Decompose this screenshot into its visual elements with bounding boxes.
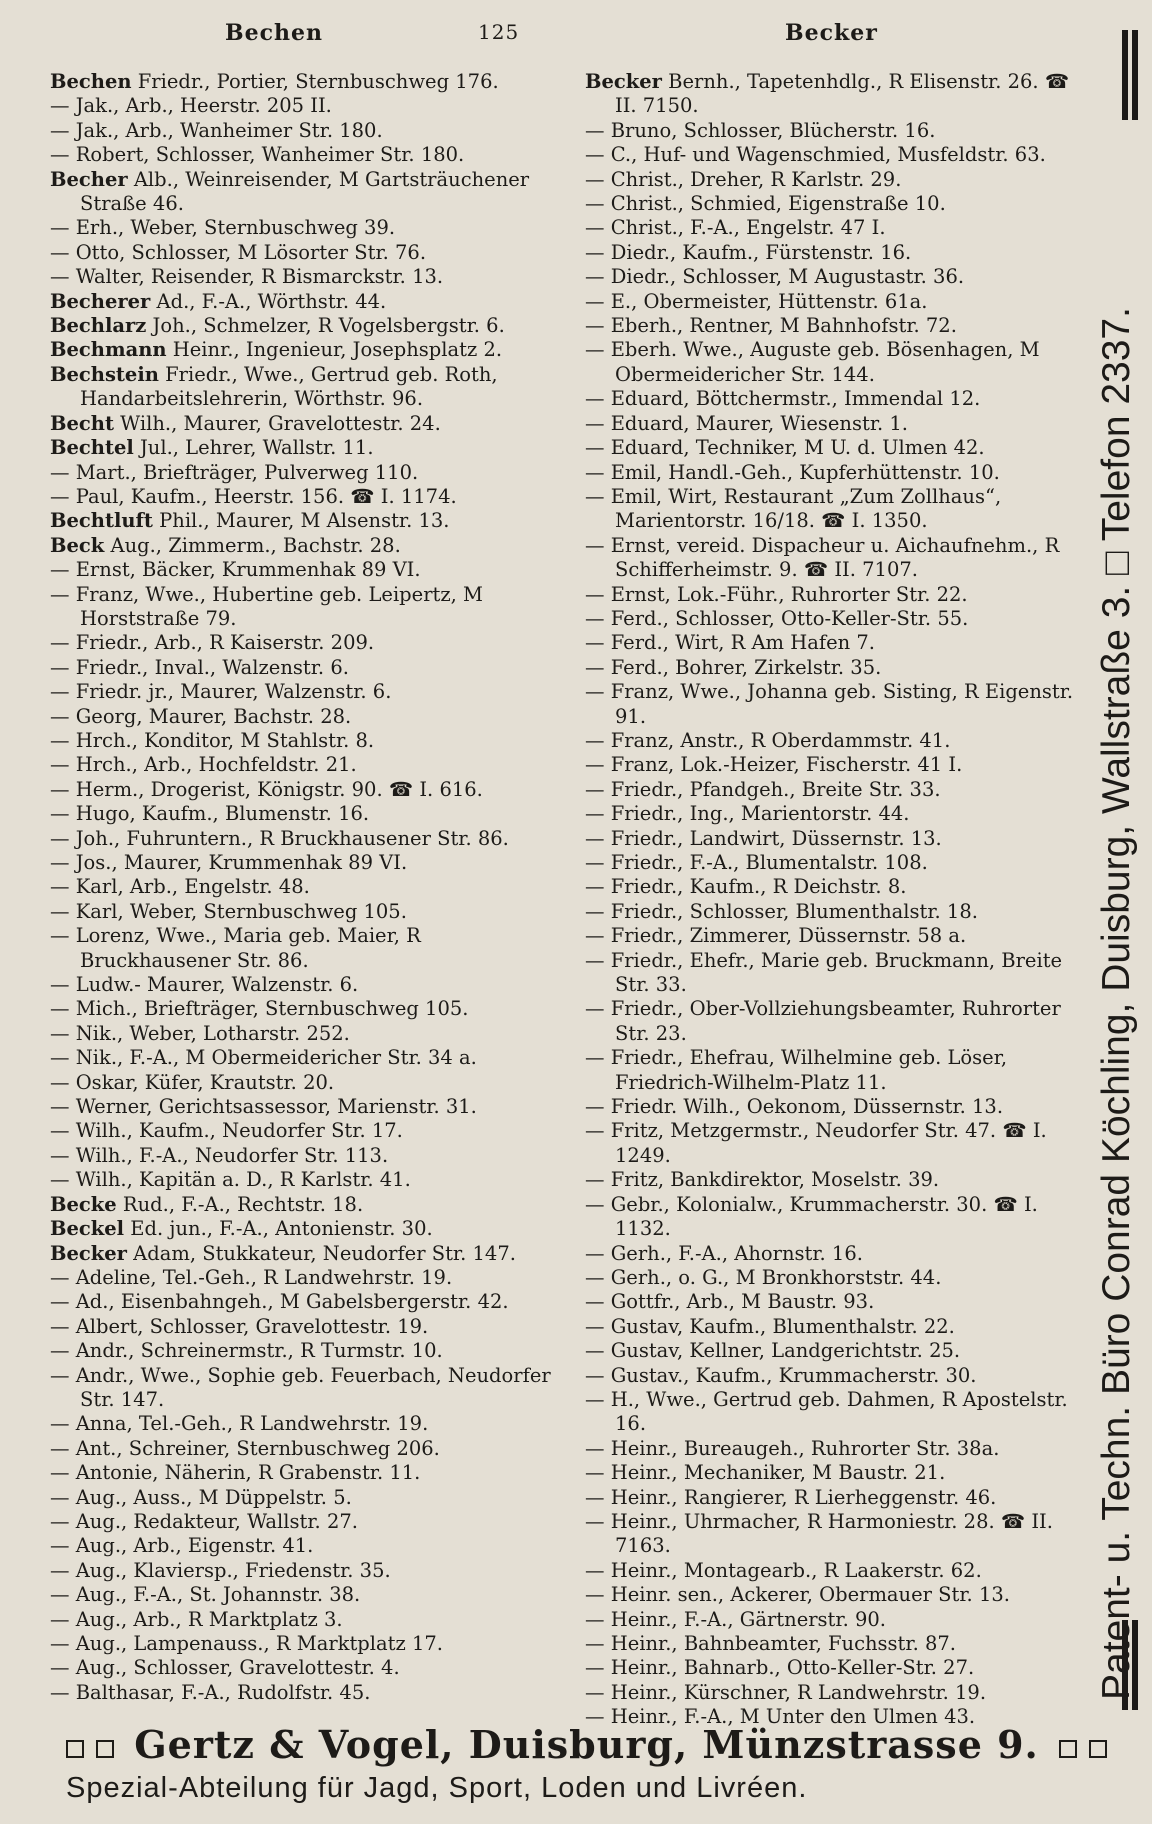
directory-entry: [585, 1315, 1095, 1339]
directory-entry: [585, 997, 1095, 1046]
directory-entry: [50, 1681, 570, 1705]
directory-entry: [50, 802, 570, 826]
directory-entry: [50, 119, 570, 143]
directory-entry: [585, 753, 1095, 777]
entry-details: — Aug., Lampenauss., R Marktplatz 17.: [50, 1632, 443, 1655]
right-running-head: Becker: [785, 20, 878, 46]
entry-details: — Mich., Briefträger, Sternbuschweg 105.: [50, 997, 469, 1021]
directory-entry: [585, 875, 1095, 899]
directory-entry: [50, 168, 570, 217]
entry-details: — Friedr., Ing., Marientorstr. 44.: [585, 802, 910, 826]
entry-details: — Friedr., Kaufm., R Deichstr. 8.: [585, 875, 907, 899]
entry-details: — Aug., Arb., R Marktplatz 3.: [50, 1607, 343, 1631]
entry-details: — Christ., Dreher, R Karlstr. 29.: [585, 167, 902, 191]
directory-entry: [50, 705, 570, 729]
directory-entry: [50, 1119, 570, 1143]
entry-details: — Hrch., Arb., Hochfeldstr. 21.: [50, 753, 357, 777]
directory-entry: [585, 729, 1095, 753]
side-advertisement: Patent- u. Techn. Büro Conrad Köchling, Duisburg, Wallstraße 3. □ Telefon 2337.: [1095, 307, 1138, 1700]
entry-details: — Ad., Eisenbahngeh., M Gabelsbergerstr. 42.: [50, 1290, 509, 1314]
entry-surname: Bechen: [50, 70, 132, 93]
directory-entry: [585, 119, 1095, 143]
entry-details: — Karl, Arb., Engelstr. 48.: [50, 875, 310, 899]
directory-entry: [50, 924, 570, 973]
entry-details: — Andr., Wwe., Sophie geb. Feuerbach, Neudorfer Str. 147.: [50, 1363, 551, 1411]
entry-details: — Eduard, Techniker, M U. d. Ulmen 42.: [585, 436, 985, 460]
entry-details: — Gottfr., Arb., M Baustr. 93.: [585, 1290, 875, 1314]
directory-entry: [50, 1046, 570, 1070]
directory-entry: [585, 778, 1095, 802]
entry-details: — Friedr., Pfandgeh., Breite Str. 33.: [585, 777, 941, 801]
directory-entry: [585, 216, 1095, 240]
directory-entry: [585, 461, 1095, 485]
entry-details: — Franz, Wwe., Johanna geb. Sisting, R Eigenstr. 91.: [585, 680, 1074, 728]
square-ornament-icon: [66, 1740, 84, 1758]
directory-entry: [585, 485, 1095, 534]
entry-details: — Ferd., Wirt, R Am Hafen 7.: [585, 631, 875, 655]
directory-entry: [585, 1266, 1095, 1290]
entry-details: Friedr., Wwe., Gertrud geb. Roth, Handarbeitslehrerin, Wörthstr. 96.: [80, 362, 498, 411]
entry-details: — Karl, Weber, Sternbuschweg 105.: [50, 899, 407, 923]
entry-details: — Erh., Weber, Sternbuschweg 39.: [50, 216, 396, 240]
footer-ad-line2: Spezial-Abteilung für Jagd, Sport, Loden und Livréen.: [66, 1772, 808, 1804]
entry-details: — Friedr. Wilh., Oekonom, Düssernstr. 13.: [585, 1095, 1004, 1119]
entry-details: — Heinr. sen., Ackerer, Obermauer Str. 13.: [585, 1583, 1010, 1607]
directory-entry: [50, 1193, 570, 1217]
entry-details: — Joh., Fuhruntern., R Bruckhausener Str. 86.: [50, 826, 509, 850]
entry-surname: Beck: [50, 533, 105, 557]
directory-entry: [50, 1242, 570, 1266]
directory-entry: [50, 973, 570, 997]
entry-details: — Jak., Arb., Heerstr. 205 II.: [50, 94, 332, 118]
directory-entry: [585, 949, 1095, 998]
entry-details: — Lorenz, Wwe., Maria geb. Maier, R Bruckhausener Str. 86.: [50, 924, 421, 972]
directory-entry: [50, 338, 570, 362]
entry-details: — Heinr., Montagearb., R Laakerstr. 62.: [585, 1558, 982, 1582]
entry-details: — Andr., Schreinermstr., R Turmstr. 10.: [50, 1339, 443, 1363]
entry-details: — Ludw.- Maurer, Walzenstr. 6.: [50, 973, 359, 997]
directory-entry: [50, 1559, 570, 1583]
entry-details: — Friedr., Ehefr., Marie geb. Bruckmann, Breite Str. 33.: [585, 948, 1063, 997]
directory-entry: [585, 802, 1095, 826]
entry-details: — Eduard, Böttchermstr., Immendal 12.: [585, 387, 981, 411]
entry-details: — Franz, Lok.-Heizer, Fischerstr. 41 I.: [585, 753, 963, 777]
directory-entry: [585, 1290, 1095, 1314]
entry-details: — Franz, Anstr., R Oberdammstr. 41.: [585, 728, 951, 752]
entry-details: — Fritz, Bankdirektor, Moselstr. 39.: [585, 1168, 940, 1192]
directory-entry: [585, 1559, 1095, 1583]
directory-entry: [50, 778, 570, 802]
entry-details: — Friedr., Ehefrau, Wilhelmine geb. Löser, Friedrich-Wilhelm-Platz 11.: [585, 1046, 1008, 1094]
entry-details: — Heinr., F.-A., Gärtnerstr. 90.: [585, 1607, 886, 1631]
entry-details: — Gustav, Kaufm., Blumenthalstr. 22.: [585, 1314, 955, 1338]
entry-details: Phil., Maurer, M Alsenstr. 13.: [159, 509, 450, 533]
directory-entry: [585, 1242, 1095, 1266]
footer-ad-line1: [60, 1722, 1100, 1767]
entry-details: — Gustav, Kellner, Landgerichtstr. 25.: [585, 1339, 961, 1363]
directory-entry: [50, 1364, 570, 1413]
entry-surname: Bechtluft: [50, 509, 153, 533]
entry-details: — Balthasar, F.-A., Rudolfstr. 45.: [50, 1680, 371, 1704]
directory-entry: [50, 900, 570, 924]
entry-details: — Heinr., Bureaugeh., Ruhrorter Str. 38a.: [585, 1436, 1000, 1460]
entry-details: — Jak., Arb., Wanheimer Str. 180.: [50, 118, 383, 142]
entry-surname: Bechstein: [50, 362, 159, 386]
directory-entry: [585, 1119, 1095, 1168]
directory-entry: [585, 1095, 1095, 1119]
entry-details: — Heinr., Uhrmacher, R Harmoniestr. 28. ☎ II. 7163.: [585, 1509, 1053, 1558]
entry-details: — Herm., Drogerist, Königstr. 90. ☎ I. 616.: [50, 777, 483, 801]
entry-details: — Friedr., Landwirt, Düssernstr. 13.: [585, 826, 942, 850]
directory-entry: [50, 1290, 570, 1314]
entry-details: — Emil, Handl.-Geh., Kupferhüttenstr. 10.: [585, 460, 1000, 484]
entry-details: — Anna, Tel.-Geh., R Landwehrstr. 19.: [50, 1412, 429, 1436]
directory-entry: [585, 1437, 1095, 1461]
entry-surname: Becherer: [50, 289, 151, 313]
entry-details: — Gebr., Kolonialw., Krummacherstr. 30. ☎ I. 1132.: [585, 1192, 1038, 1241]
directory-entry: [50, 534, 570, 558]
directory-entry: [50, 1534, 570, 1558]
directory-entry: [585, 290, 1095, 314]
entry-details: — Robert, Schlosser, Wanheimer Str. 180.: [50, 143, 465, 167]
directory-entry: [585, 436, 1095, 460]
entry-details: — Mart., Briefträger, Pulverweg 110.: [50, 460, 419, 484]
directory-entry: [50, 558, 570, 582]
entry-details: — Friedr., Ober-Vollziehungsbeamter, Ruhrorter Str. 23.: [585, 997, 1061, 1045]
entry-details: Ad., F.-A., Wörthstr. 44.: [156, 289, 387, 313]
directory-entry: [585, 827, 1095, 851]
directory-entry: [50, 70, 570, 94]
entry-details: — Christ., F.-A., Engelstr. 47 I.: [585, 216, 886, 240]
directory-entry: [585, 1510, 1095, 1559]
entry-details: Bernh., Tapetenhdlg., R Elisenstr. 26. ☎ II. 7150.: [615, 70, 1070, 118]
entry-details: — Friedr., Zimmerer, Düssernstr. 58 a.: [585, 924, 967, 948]
entry-details: — Ernst, vereid. Dispacheur u. Aichaufnehm., R Schifferheimstr. 9. ☎ II. 7107.: [585, 533, 1060, 582]
entry-details: Friedr., Portier, Sternbuschweg 176.: [137, 70, 499, 93]
entry-surname: Beckel: [50, 1217, 125, 1241]
entry-details: — Oskar, Küfer, Krautstr. 20.: [50, 1070, 335, 1094]
directory-entry: [585, 70, 1095, 119]
entry-details: — Eberh., Rentner, M Bahnhofstr. 72.: [585, 314, 957, 338]
entry-details: Jul., Lehrer, Wallstr. 11.: [139, 436, 374, 460]
entry-details: — Fritz, Metzgermstr., Neudorfer Str. 47. ☎ I. 1249.: [585, 1119, 1047, 1167]
entry-details: — Friedr., Arb., R Kaiserstr. 209.: [50, 631, 375, 655]
directory-entry: [585, 607, 1095, 631]
entry-details: — Jos., Maurer, Krummenhak 89 VI.: [50, 851, 408, 874]
directory-entry: [50, 1632, 570, 1656]
directory-entry: [585, 1339, 1095, 1363]
directory-entry: [50, 436, 570, 460]
entry-details: — Ant., Schreiner, Sternbuschweg 206.: [50, 1436, 440, 1460]
entry-surname: Becker: [585, 70, 662, 93]
entry-details: — Friedr. jr., Maurer, Walzenstr. 6.: [50, 680, 392, 704]
directory-entry: [585, 656, 1095, 680]
entry-details: — Bruno, Schlosser, Blücherstr. 16.: [585, 118, 936, 142]
directory-entry: [50, 314, 570, 338]
directory-entry: [50, 753, 570, 777]
entry-details: Alb., Weinreisender, M Gartsträuchener Straße 46.: [80, 167, 530, 216]
directory-entry: [585, 900, 1095, 924]
directory-entry: [50, 461, 570, 485]
entry-details: — Aug., F.-A., St. Johannstr. 38.: [50, 1583, 361, 1607]
entry-details: Heinr., Ingenieur, Josephsplatz 2.: [172, 338, 503, 362]
entry-details: — Christ., Schmied, Eigenstraße 10.: [585, 192, 946, 216]
entry-details: — Wilh., Kapitän a. D., R Karlstr. 41.: [50, 1168, 411, 1192]
entry-details: — Heinr., Kürschner, R Landwehrstr. 19.: [585, 1680, 987, 1704]
directory-entry: [50, 143, 570, 167]
entry-details: — Ferd., Schlosser, Otto-Keller-Str. 55.: [585, 606, 969, 630]
directory-entry: [50, 412, 570, 436]
entry-surname: Bechtel: [50, 436, 134, 460]
entry-details: — Aug., Auss., M Düppelstr. 5.: [50, 1485, 352, 1509]
entry-details: — Gerh., o. G., M Bronkhorststr. 44.: [585, 1265, 942, 1289]
entry-details: — E., Obermeister, Hüttenstr. 61a.: [585, 289, 928, 313]
entry-details: — Friedr., Inval., Walzenstr. 6.: [50, 655, 349, 679]
entry-surname: Becke: [50, 1192, 117, 1216]
entry-details: — Ernst, Bäcker, Krummenhak 89 VI.: [50, 558, 421, 582]
entry-details: — Aug., Redakteur, Wallstr. 27.: [50, 1509, 358, 1533]
square-ornament-icon: [1059, 1740, 1077, 1758]
entry-details: — Albert, Schlosser, Gravelottestr. 19.: [50, 1314, 429, 1338]
entry-details: — Diedr., Schlosser, M Augustastr. 36.: [585, 265, 965, 289]
entry-details: — Heinr., Bahnarb., Otto-Keller-Str. 27.: [585, 1656, 975, 1680]
entry-details: — Hugo, Kaufm., Blumenstr. 16.: [50, 802, 370, 826]
entry-details: — Friedr., F.-A., Blumentalstr. 108.: [585, 851, 928, 874]
directory-entry: [50, 680, 570, 704]
entry-details: — Aug., Schlosser, Gravelottestr. 4.: [50, 1656, 400, 1680]
square-ornament-icon: [1089, 1740, 1107, 1758]
directory-entry: [585, 143, 1095, 167]
entry-details: Adam, Stukkateur, Neudorfer Str. 147.: [133, 1241, 516, 1265]
entry-details: — Wilh., Kaufm., Neudorfer Str. 17.: [50, 1119, 403, 1143]
entry-surname: Bechmann: [50, 338, 167, 362]
entry-details: — Heinr., F.-A., M Unter den Ulmen 43.: [585, 1705, 976, 1729]
entry-details: Ed. jun., F.-A., Antonienstr. 30.: [130, 1217, 433, 1241]
directory-entry: [585, 1461, 1095, 1485]
entry-details: Wilh., Maurer, Gravelottestr. 24.: [120, 411, 441, 435]
directory-entry: [50, 1315, 570, 1339]
entry-details: — Otto, Schlosser, M Lösorter Str. 76.: [50, 240, 427, 264]
directory-entry: [50, 1217, 570, 1241]
directory-entry: [50, 1412, 570, 1436]
entry-details: — Adeline, Tel.-Geh., R Landwehrstr. 19.: [50, 1265, 453, 1289]
directory-entry: [585, 1632, 1095, 1656]
entry-details: — Franz, Wwe., Hubertine geb. Leipertz, M Horststraße 79.: [50, 582, 483, 630]
directory-entry: [50, 1095, 570, 1119]
directory-entry: [50, 485, 570, 509]
directory-entry: [585, 1168, 1095, 1192]
entry-details: — Aug., Arb., Eigenstr. 41.: [50, 1534, 314, 1558]
directory-entry: [585, 338, 1095, 387]
directory-entry: [585, 1046, 1095, 1095]
directory-entry: [50, 509, 570, 533]
entry-details: — Eduard, Maurer, Wiesenstr. 1.: [585, 411, 908, 435]
entry-details: — Gustav., Kaufm., Krummacherstr. 30.: [585, 1363, 977, 1387]
directory-entry: [50, 631, 570, 655]
entry-details: — Ernst, Lok.-Führ., Ruhrorter Str. 22.: [585, 582, 968, 606]
directory-entry: [50, 94, 570, 118]
footer-ad-text: Gertz & Vogel, Duisburg, Münzstrasse 9.: [134, 1722, 1039, 1767]
entry-details: — Hrch., Konditor, M Stahlstr. 8.: [50, 728, 375, 752]
entry-details: — Gerh., F.-A., Ahornstr. 16.: [585, 1241, 863, 1265]
square-ornament-icon: [96, 1740, 114, 1758]
entry-details: — Werner, Gerichtsassessor, Marienstr. 31.: [50, 1095, 477, 1119]
directory-entry: [585, 1388, 1095, 1437]
entry-details: Aug., Zimmerm., Bachstr. 28.: [110, 533, 401, 557]
entry-details: — Friedr., Schlosser, Blumenthalstr. 18.: [585, 899, 978, 923]
entry-details: — C., Huf- und Wagenschmied, Musfeldstr. 63.: [585, 143, 1046, 167]
entry-details: — Eberh. Wwe., Auguste geb. Bösenhagen, M Obermeidericher Str. 144.: [585, 338, 1040, 386]
directory-entry: [50, 241, 570, 265]
directory-entry: [585, 1583, 1095, 1607]
directory-entry: [585, 412, 1095, 436]
directory-entry: [50, 729, 570, 753]
entry-details: — Heinr., Bahnbeamter, Fuchsstr. 87.: [585, 1632, 956, 1655]
left-running-head: Bechen: [225, 20, 323, 46]
directory-entry: [50, 1266, 570, 1290]
directory-entry: [50, 363, 570, 412]
entry-details: — Emil, Wirt, Restaurant „Zum Zollhaus“, Marientorstr. 16/18. ☎ I. 1350.: [585, 484, 1002, 533]
page-number: 125: [478, 20, 520, 44]
directory-entry: [585, 583, 1095, 607]
directory-entry: [50, 851, 570, 875]
directory-entry: [585, 387, 1095, 411]
directory-entry: [50, 1461, 570, 1485]
directory-entry: [585, 851, 1095, 875]
directory-entry: [585, 1656, 1095, 1680]
directory-entry: [50, 1437, 570, 1461]
entry-details: — Nik., Weber, Lotharstr. 252.: [50, 1021, 350, 1045]
entry-surname: Becht: [50, 411, 114, 435]
right-column: [585, 70, 1095, 1730]
directory-entry: [50, 1583, 570, 1607]
directory-entry: [50, 656, 570, 680]
directory-entry: [50, 1486, 570, 1510]
entry-details: — Diedr., Kaufm., Fürstenstr. 16.: [585, 240, 912, 264]
left-column: [50, 70, 570, 1705]
directory-entry: [585, 680, 1095, 729]
directory-entry: [50, 583, 570, 632]
entry-details: — Paul, Kaufm., Heerstr. 156. ☎ I. 1174.: [50, 484, 457, 508]
directory-entry: [50, 1339, 570, 1363]
entry-details: — Georg, Maurer, Bachstr. 28.: [50, 704, 352, 728]
directory-entry: [50, 265, 570, 289]
directory-entry: [585, 265, 1095, 289]
directory-entry: [585, 314, 1095, 338]
entry-details: Joh., Schmelzer, R Vogelsbergstr. 6.: [152, 314, 505, 338]
entry-details: — H., Wwe., Gertrud geb. Dahmen, R Apostelstr. 16.: [585, 1387, 1068, 1436]
entry-surname: Becker: [50, 1241, 127, 1265]
entry-details: Rud., F.-A., Rechtstr. 18.: [122, 1192, 364, 1216]
directory-entry: [585, 168, 1095, 192]
directory-entry: [50, 1608, 570, 1632]
directory-entry: [50, 827, 570, 851]
entry-details: — Heinr., Rangierer, R Lierheggenstr. 46.: [585, 1485, 997, 1509]
directory-entry: [50, 1510, 570, 1534]
directory-entry: [50, 1071, 570, 1095]
entry-details: — Walter, Reisender, R Bismarckstr. 13.: [50, 265, 444, 289]
directory-entry: [585, 924, 1095, 948]
directory-entry: [585, 1486, 1095, 1510]
directory-entry: [585, 192, 1095, 216]
directory-entry: [585, 631, 1095, 655]
directory-entry: [50, 1144, 570, 1168]
directory-entry: [50, 216, 570, 240]
entry-details: — Wilh., F.-A., Neudorfer Str. 113.: [50, 1143, 389, 1167]
directory-entry: [50, 1168, 570, 1192]
directory-entry: [585, 1193, 1095, 1242]
entry-surname: Becher: [50, 167, 128, 191]
directory-entry: [50, 290, 570, 314]
directory-entry: [585, 1364, 1095, 1388]
directory-entry: [50, 875, 570, 899]
directory-entry: [585, 1681, 1095, 1705]
entry-surname: Bechlarz: [50, 314, 147, 338]
entry-details: — Antonie, Näherin, R Grabenstr. 11.: [50, 1461, 421, 1485]
directory-entry: [585, 534, 1095, 583]
directory-entry: [585, 1608, 1095, 1632]
entry-details: — Ferd., Bohrer, Zirkelstr. 35.: [585, 655, 882, 679]
directory-entry: [585, 241, 1095, 265]
directory-entry: [50, 1656, 570, 1680]
directory-entry: [50, 1022, 570, 1046]
entry-details: — Aug., Klaviersp., Friedenstr. 35.: [50, 1558, 391, 1582]
entry-details: — Nik., F.-A., M Obermeidericher Str. 34 a.: [50, 1046, 477, 1070]
entry-details: — Heinr., Mechaniker, M Baustr. 21.: [585, 1461, 946, 1485]
directory-entry: [50, 997, 570, 1021]
